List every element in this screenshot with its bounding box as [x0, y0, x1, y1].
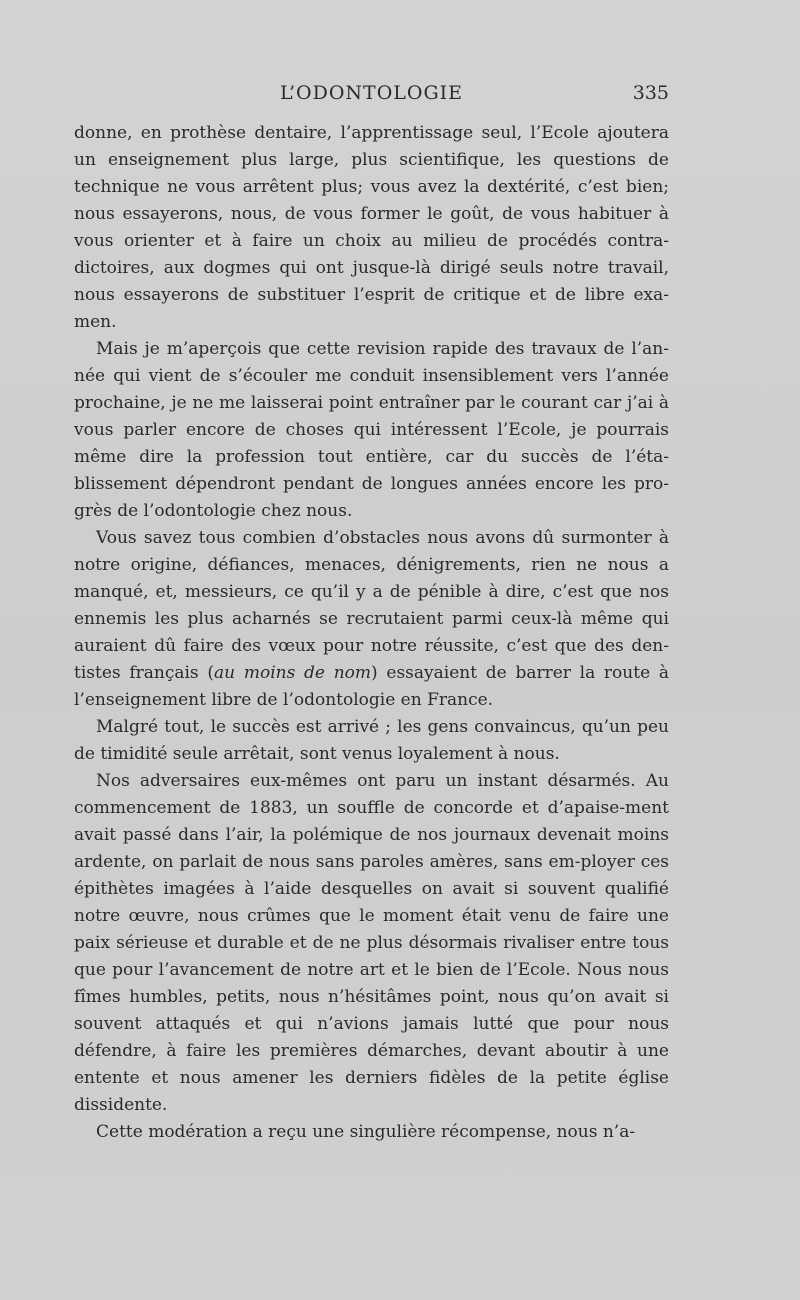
paragraph-3-text-a: Vous savez tous combien d’obstacles nous avons dû surmonter à notre origine, défiances, menaces, dénigrements, rien ne nous a manqué, et, messieurs, ce qu’il y a de pénible à dire, c’est que nos ennemis les plus acharnés se recrutaient parmi ceux-là même qui auraient dû faire des vœux pour notre réussite, c’est que des den-tistes français (: [74, 528, 669, 683]
paragraph-3-italic: au moins de nom: [214, 663, 372, 683]
paragraph-5: Nos adversaires eux-mêmes ont paru un instant désarmés. Au commencement de 1883, un souffle de concorde et d’apaise-ment avait passé dans l’air, la polémique de nos journaux devenait moins ardente, on parlait de nous sans paroles amères, sans em-ployer ces épithètes imagées à l’aide desquelles on avait si souvent qualifié notre œuvre, nous crûmes que le moment était venu de faire une paix sérieuse et durable et de ne plus désormais rivaliser entre tous que pour l’avancement de notre art et le bien de l’Ecole. Nous nous fîmes humbles, petits, nous n’hésitâmes point, nous qu’on avait si souvent attaqués et qui n’avions jamais lutté que pour nous défendre, à faire les premières démarches, devant aboutir à une entente et nous amener les derniers fidèles de la petite église dissidente.: [74, 771, 669, 1115]
paragraph-6: Cette modération a reçu une singulière récompense, nous n’a-: [96, 1122, 636, 1142]
paragraph-4: Malgré tout, le succès est arrivé ; les gens convaincus, qu’un peu de timidité seule arrêtait, sont venus loyalement à nous.: [74, 717, 669, 764]
running-title: L’ODONTOLOGIE: [279, 82, 464, 104]
paragraph-3: [74, 525, 669, 714]
page-header: [74, 82, 669, 110]
body-text: [74, 120, 669, 1146]
page-number: 335: [632, 82, 669, 104]
paragraph-1: donne, en prothèse dentaire, l’apprentissage seul, l’Ecole ajoutera un enseignement plus large, plus scientifique, les questions de technique ne vous arrêtent plus; vous avez la dextérité, c’est bien; nous essayerons, nous, de vous former le goût, de vous habituer à vous orienter et à faire un choix au milieu de procédés contra-dictoires, aux dogmes qui ont jusque-là dirigé seuls notre travail, nous essayerons de substituer l’esprit de critique et de libre exa-men.: [74, 123, 669, 332]
paragraph-2: Mais je m’aperçois que cette revision rapide des travaux de l’an-née qui vient de s’écouler me conduit insensiblement vers l’année prochaine, je ne me laisserai point entraîner par le courant car j’ai à vous parler encore de choses qui intéressent l’Ecole, je pourrais même dire la profession tout entière, car du succès de l’éta-blissement dépendront pendant de longues années encore les pro-grès de l’odontologie chez nous.: [74, 339, 669, 521]
paragraph-3-text-b: ) essayaient de barrer la route à l’enseignement libre de l’odontologie en France.: [74, 663, 669, 710]
